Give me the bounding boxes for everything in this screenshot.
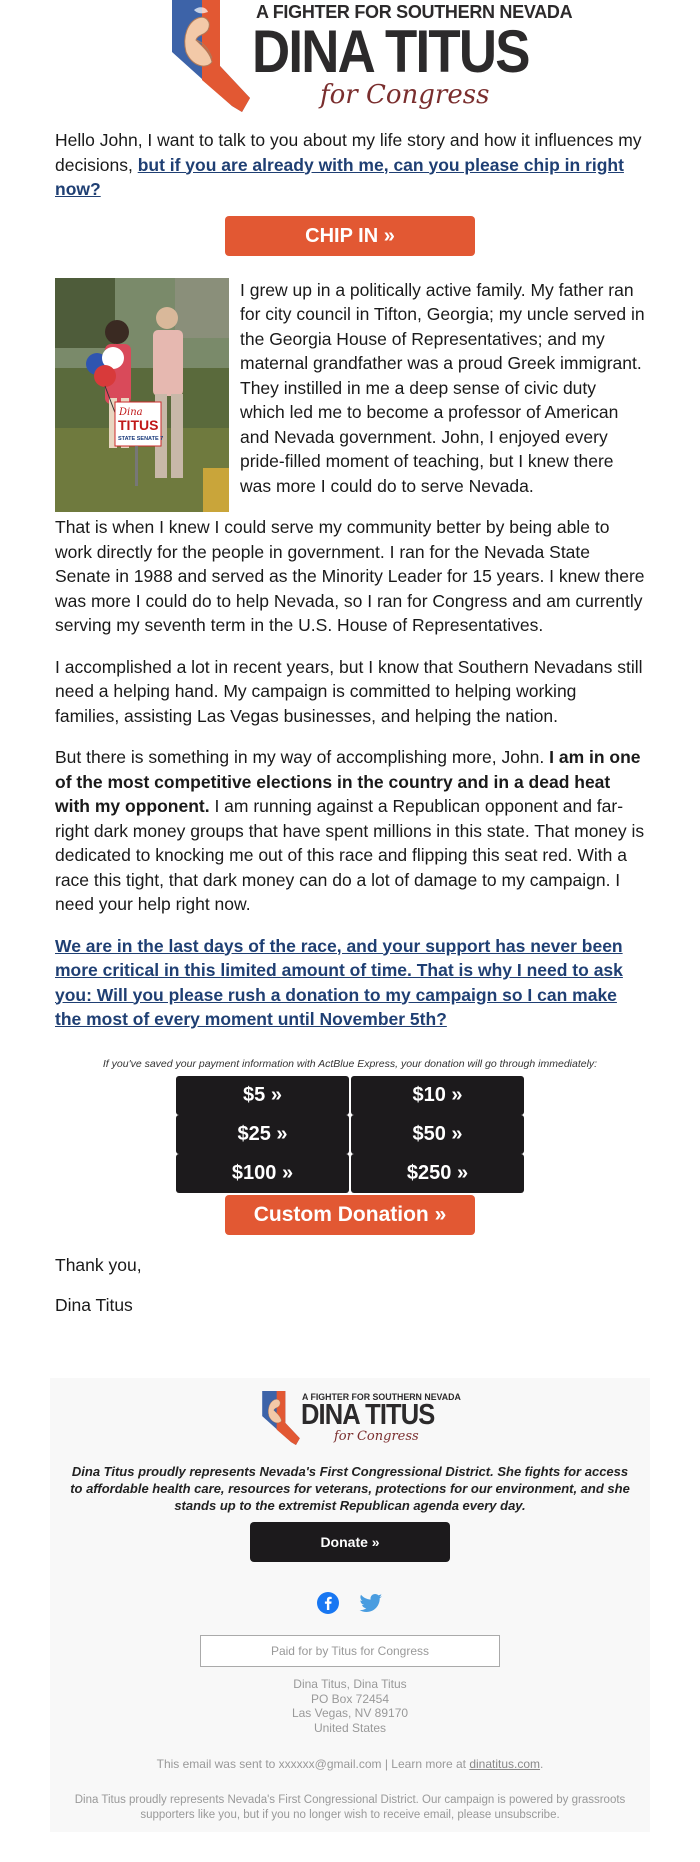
nevada-flexed-arm-icon <box>172 0 250 112</box>
donate-100-button[interactable]: $100 » <box>176 1154 349 1193</box>
header-tagline: A FIGHTER FOR SOUTHERN NEVADA <box>256 2 573 22</box>
story-section <box>55 278 645 499</box>
campaign-photo <box>55 278 229 512</box>
email-body <box>0 128 700 1317</box>
footer-donate-button[interactable]: Donate » <box>250 1522 450 1562</box>
twitter-icon[interactable] <box>359 1592 383 1619</box>
mailing-address <box>50 1677 650 1735</box>
family-photo-image <box>55 278 229 512</box>
sent-to-text: This email was sent to xxxxxx@gmail.com | Learn more at <box>156 1757 470 1771</box>
story-paragraph-3: I accomplished a lot in recent years, but I know that Southern Nevadans still need a helping hand. My campaign is committed to helping working families, assisting Las Vegas businesses, and helping the nation. <box>55 656 643 726</box>
donate-5-button[interactable]: $5 » <box>176 1076 349 1115</box>
social-links <box>50 1592 650 1619</box>
sign-surname: TITUS <box>118 416 159 433</box>
footer-description: Dina Titus proudly represents Nevada's First Congressional District. She fights for access to affordable health care, resources for veterans, protections for our environment, and she stands up to the extremist Republican agenda every day. <box>70 1464 630 1513</box>
story-paragraph-2: That is when I knew I could serve my community better by being able to work directly for the people in government. I ran for the Nevada State Senate in 1988 and served as the Minority Leader for 15 years. I knew there was more I could do to help Nevada, so I ran for Congress and am currently serving my seventh term in the U.S. House of Representatives. <box>55 517 645 635</box>
chip-in-button[interactable]: CHIP IN » <box>225 216 475 256</box>
header-logo <box>170 0 573 120</box>
p4-rest: I am running against a Republican opponent and far-right dark money groups that have spent millions in this state. That money is dedicated to knocking me out of this race and flipping this seat red. With a race this tight, that dark money can do a lot of damage to my campaign. I need your help right now. <box>55 796 645 914</box>
sent-to-notice <box>50 1757 650 1771</box>
signoff-name: Dina Titus <box>55 1294 133 1315</box>
actblue-express-note: If you've saved your payment information with ActBlue Express, your donation will go through immediately: <box>102 1057 598 1070</box>
footer-nevada-flexed-arm-icon <box>262 1391 300 1445</box>
donation-appeal <box>55 934 645 1032</box>
footer-logo <box>262 1391 461 1447</box>
facebook-icon[interactable] <box>317 1592 339 1619</box>
sign-first-name: Dina <box>119 406 143 418</box>
donate-25-button[interactable]: $25 » <box>176 1115 349 1154</box>
address-line: Dina Titus, Dina Titus <box>293 1677 407 1691</box>
story-paragraph-4 <box>55 745 645 917</box>
intro-text: Hello John, I want to talk to you about my life story and how it influences my decisions, <box>55 130 642 175</box>
donate-50-button[interactable]: $50 » <box>351 1115 524 1154</box>
footer-candidate-name: DINA TITUS <box>301 1399 435 1431</box>
story-paragraph-1: I grew up in a politically active family. My father ran for city council in Tifton, Georgia; my uncle served in the Georgia House of Representatives; and my maternal grandfather was a proud Greek immigrant. They instilled in me a deep sense of civic duty which led me to become a professor of American and Nevada government. John, I enjoyed every pride-filled moment of teaching, but I knew there was more I could do to serve Nevada. <box>240 279 645 496</box>
p4-intro: But there is something in my way of accomplishing more, John. <box>55 747 550 767</box>
signoff-thanks: Thank you, <box>55 1254 142 1275</box>
sent-to-suffix: . <box>540 1757 544 1771</box>
header-candidate-name: DINA TITUS <box>252 18 529 85</box>
custom-donation-button[interactable]: Custom Donation » <box>225 1195 475 1235</box>
p4-bold-claim: I am in one of the most competitive elections in the country and in a dead heat with my opponent. <box>55 747 641 816</box>
sign-subtitle: STATE SENATE 7 <box>118 435 164 442</box>
donate-250-button[interactable]: $250 » <box>351 1154 524 1193</box>
donate-10-button[interactable]: $10 » <box>351 1076 524 1115</box>
address-line: United States <box>313 1720 387 1735</box>
header-for-congress: for Congress <box>320 80 490 110</box>
footer <box>50 1378 650 1832</box>
address-line: PO Box 72454 <box>310 1691 390 1706</box>
intro-chip-in-link[interactable]: but if you are already with me, can you please chip in right now? <box>55 154 624 199</box>
unsubscribe-fineprint: Dina Titus proudly represents Nevada's First Congressional District. Our campaign is powered by grassroots supporters like you, but if you no longer wish to receive email, please unsubscribe. <box>74 1794 626 1821</box>
address-line: Las Vegas, NV 89170 <box>291 1706 409 1720</box>
donation-amount-grid <box>175 1076 525 1193</box>
paid-for-disclaimer: Paid for by Titus for Congress <box>200 1635 500 1667</box>
footer-for-congress: for Congress <box>334 1429 419 1444</box>
website-link[interactable]: dinatitus.com <box>469 1757 541 1771</box>
footer-tagline: A FIGHTER FOR SOUTHERN NEVADA <box>302 1392 461 1402</box>
intro-paragraph <box>55 128 645 202</box>
donation-appeal-link[interactable]: We are in the last days of the race, and your support has never been more critical in this limited amount of time. That is why I need to ask you: Will you please rush a donation to my campaign so I can make the most of every moment until November 5th? <box>55 935 623 1029</box>
